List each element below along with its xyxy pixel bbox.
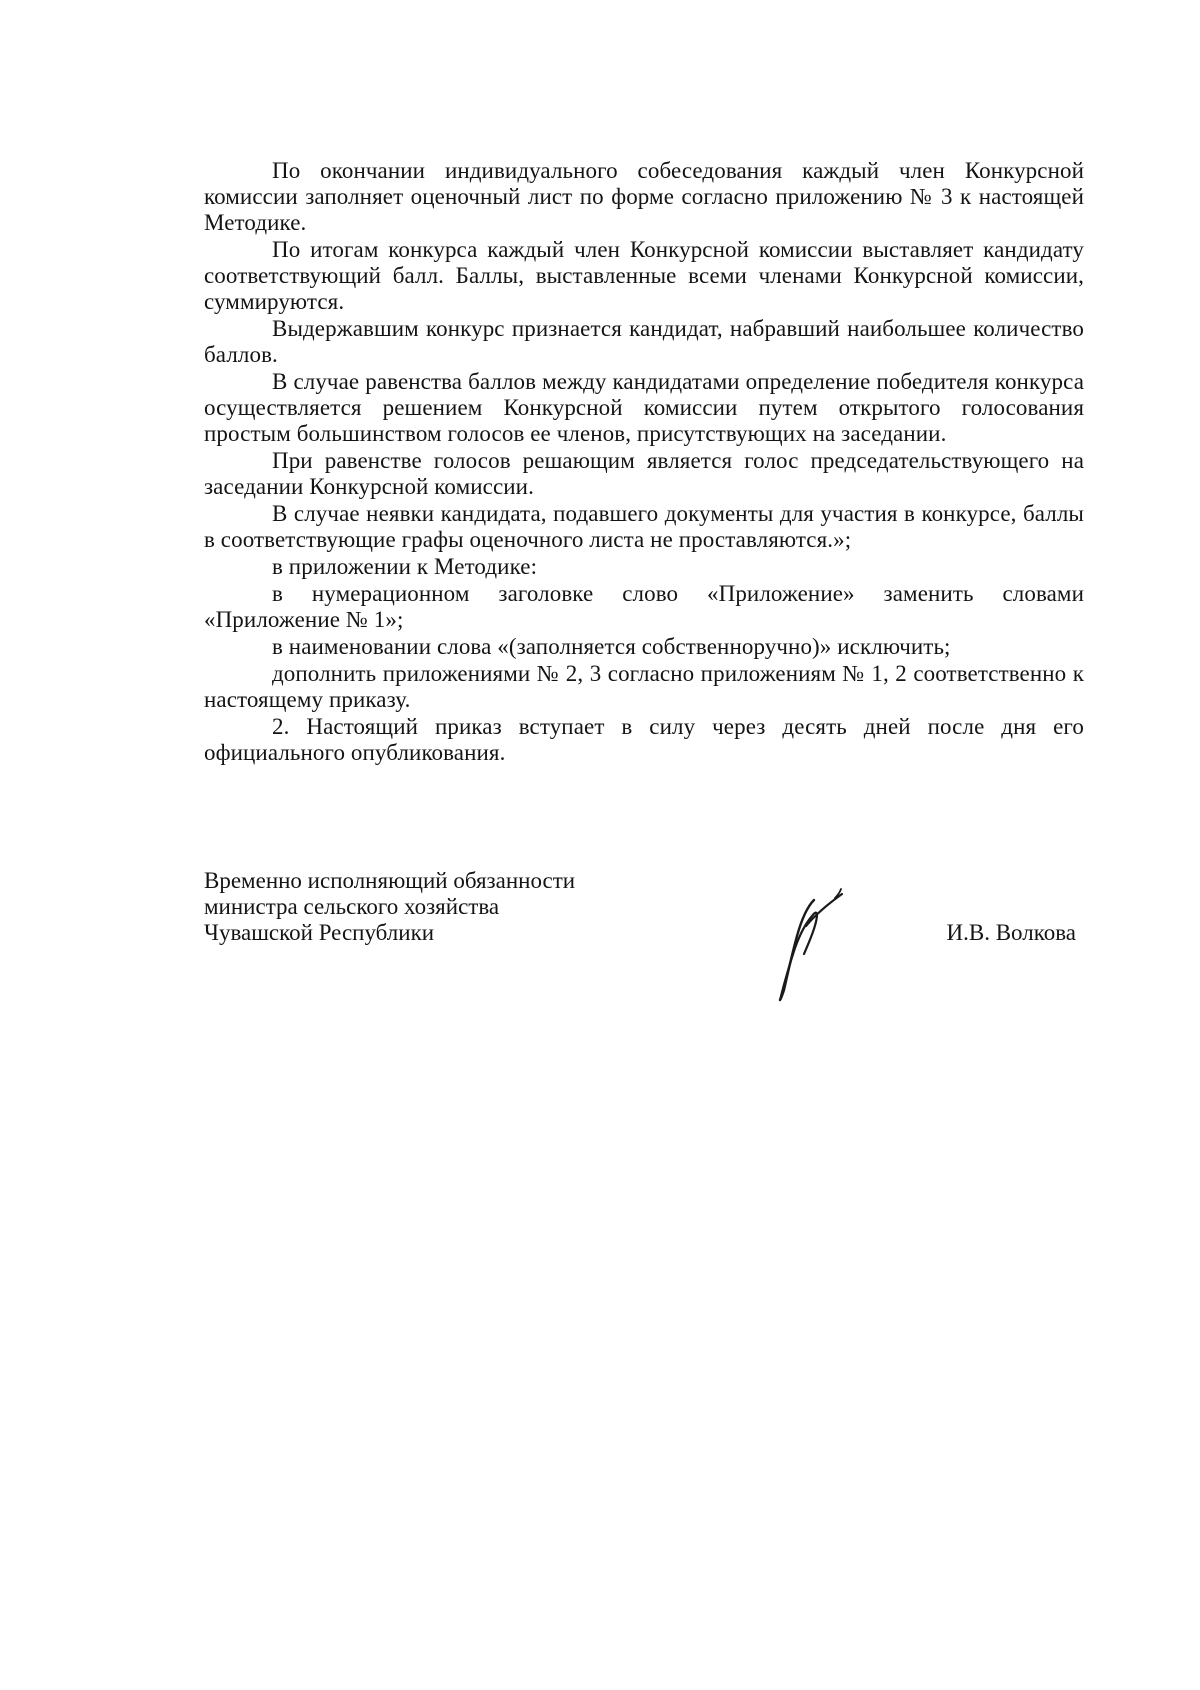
paragraph-winner: Выдержавшим конкурс признается кандидат, набравший наибольшее количество баллов. bbox=[204, 316, 1084, 367]
paragraph-numbering-header: в нумерационном заголовке слово «Приложение» заменить словами «Приложение № 1»; bbox=[204, 581, 1084, 632]
paragraph-title-change: в наименовании слова «(заполняется собственноручно)» исключить; bbox=[272, 634, 951, 659]
document-body bbox=[204, 158, 1084, 767]
paragraph-chair-vote: При равенстве голосов решающим является голос председательствующего на заседании Конкурсной комиссии. bbox=[204, 448, 1084, 499]
signer-name: И.В. Волкова bbox=[946, 920, 1076, 945]
paragraph-interview-evaluation: По окончании индивидуального собеседования каждый член Конкурсной комиссии заполняет оценочный лист по форме согласно приложению № 3 к настоящей Методике. bbox=[204, 158, 1084, 235]
signer-position-line: Временно исполняющий обязанности bbox=[204, 868, 576, 893]
paragraph-appendix-intro: в приложении к Методике: bbox=[272, 554, 538, 579]
paragraph-scoring: По итогам конкурса каждый член Конкурсной комиссии выставляет кандидату соответствующий балл. Баллы, выставленные всеми членами Конкурсной комиссии, суммируются. bbox=[204, 237, 1084, 314]
signer-position bbox=[204, 868, 644, 946]
paragraph-no-show: В случае неявки кандидата, подавшего документы для участия в конкурсе, баллы в соответствующие графы оценочного листа не проставляются.»; bbox=[204, 501, 1084, 552]
paragraph-tie-vote: В случае равенства баллов между кандидатами определение победителя конкурса осуществляется решением Конкурсной комиссии путем открытого голосования простым большинством голосов ее членов, присутствующих на заседании. bbox=[204, 369, 1084, 446]
signer-position-line: министра сельского хозяйства bbox=[204, 894, 500, 919]
paragraph-effective-date: 2. Настоящий приказ вступает в силу через десять дней после дня его официального опубликования. bbox=[204, 714, 1084, 765]
signer-position-line: Чувашской Республики bbox=[204, 920, 435, 945]
paragraph-add-appendices: дополнить приложениями № 2, 3 согласно приложениям № 1, 2 соответственно к настоящему приказу. bbox=[204, 661, 1084, 712]
handwritten-signature bbox=[762, 878, 852, 1003]
